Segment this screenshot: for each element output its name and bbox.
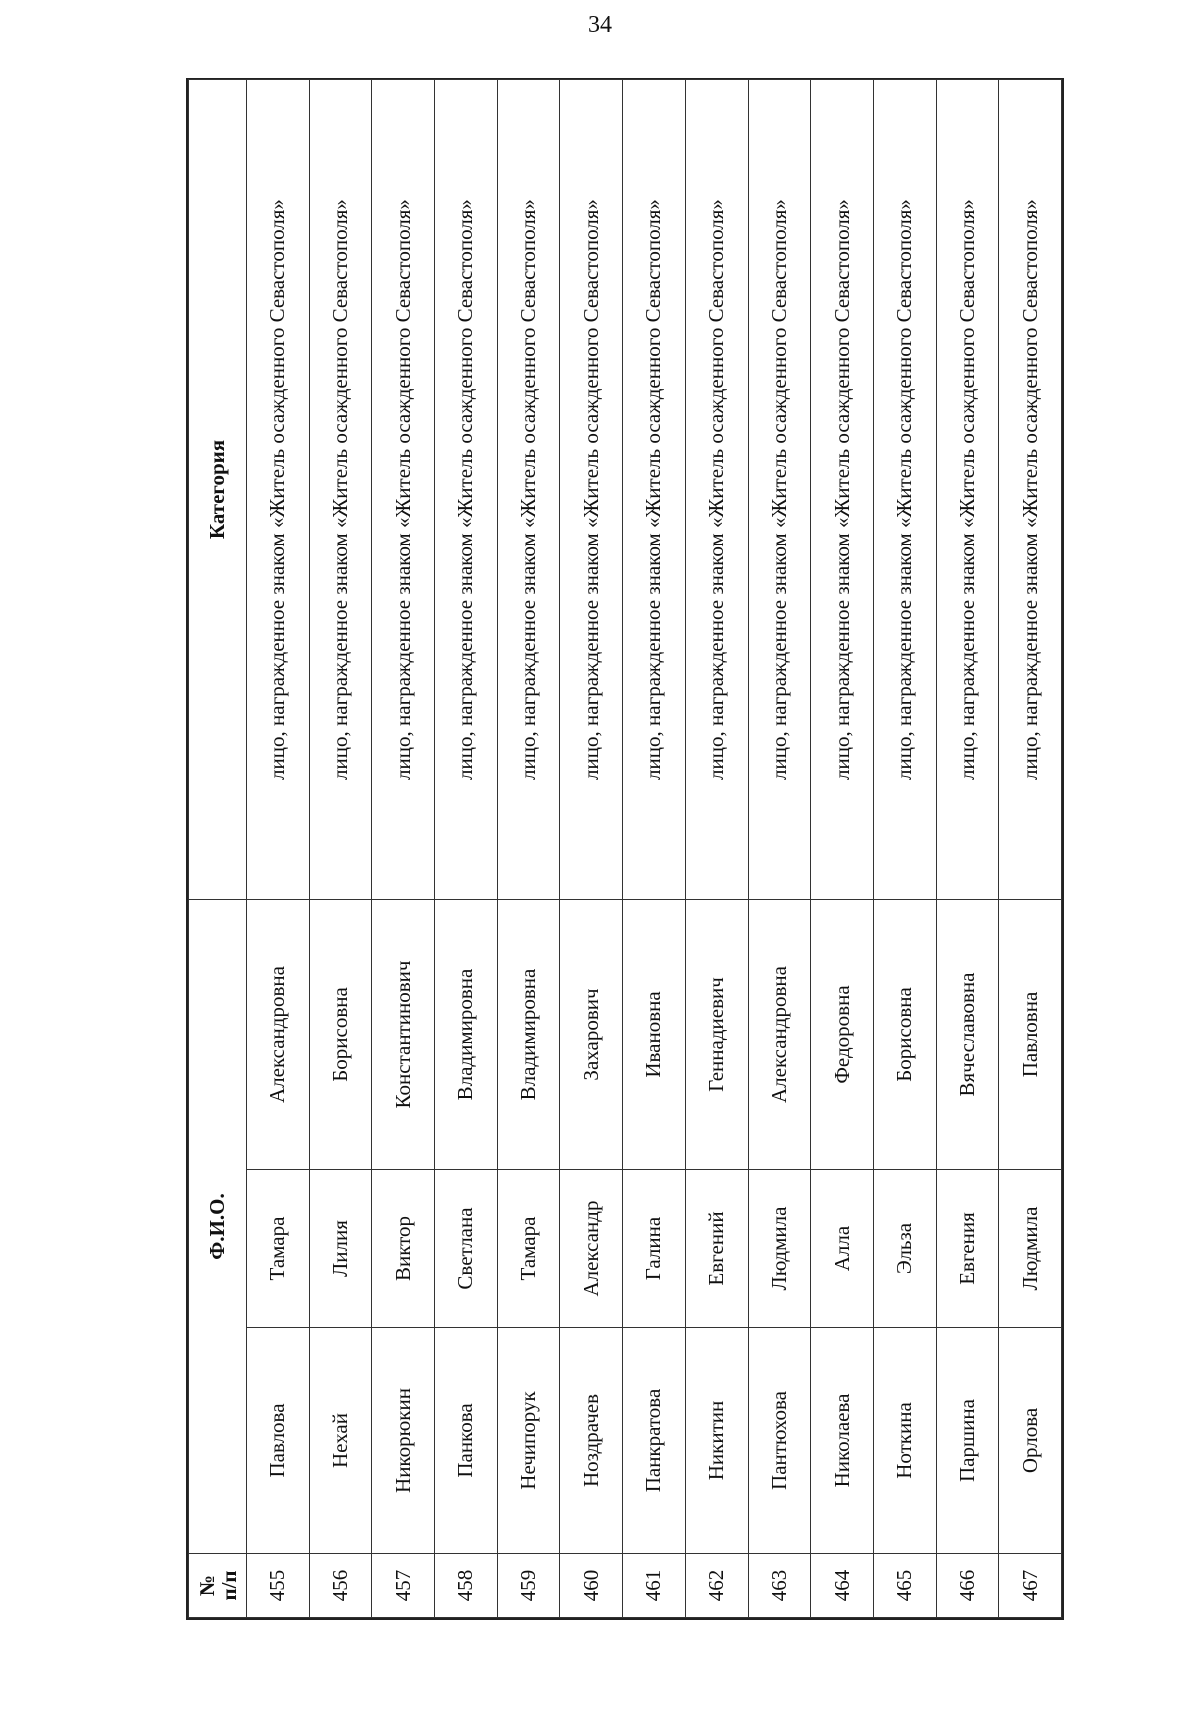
cell-last-name: Никорюкин xyxy=(372,1328,435,1554)
table-row xyxy=(497,80,560,1618)
cell-first-name: Александр xyxy=(560,1170,623,1328)
cell-last-name: Панкова xyxy=(435,1328,498,1554)
cell-last-name: Орлова xyxy=(999,1328,1062,1554)
cell-patronymic: Федоровна xyxy=(811,900,874,1170)
cell-last-name: Никитин xyxy=(685,1328,748,1554)
cell-category: лицо, награжденное знаком «Житель осажденного Севастополя» xyxy=(560,80,623,900)
cell-category: лицо, награжденное знаком «Житель осажденного Севастополя» xyxy=(873,80,936,900)
cell-first-name: Тамара xyxy=(497,1170,560,1328)
cell-last-name: Панкратова xyxy=(623,1328,686,1554)
cell-category: лицо, награжденное знаком «Житель осажденного Севастополя» xyxy=(685,80,748,900)
cell-first-name: Лилия xyxy=(309,1170,372,1328)
cell-last-name: Ноткина xyxy=(873,1328,936,1554)
cell-patronymic: Захарович xyxy=(560,900,623,1170)
cell-last-name: Ноздрачев xyxy=(560,1328,623,1554)
column-header-number-line1: № xyxy=(194,1574,219,1597)
cell-category: лицо, награжденное знаком «Житель осажденного Севастополя» xyxy=(811,80,874,900)
cell-number: 466 xyxy=(936,1554,999,1618)
column-header-fio: Ф.И.О. xyxy=(189,900,247,1554)
cell-last-name: Нечипорук xyxy=(497,1328,560,1554)
table-row xyxy=(435,80,498,1618)
cell-patronymic: Павловна xyxy=(999,900,1062,1170)
cell-category: лицо, награжденное знаком «Житель осажденного Севастополя» xyxy=(999,80,1062,900)
cell-patronymic: Владимировна xyxy=(497,900,560,1170)
table-body xyxy=(247,80,1062,1618)
cell-patronymic: Владимировна xyxy=(435,900,498,1170)
table-row xyxy=(247,80,310,1618)
cell-first-name: Светлана xyxy=(435,1170,498,1328)
cell-patronymic: Ивановна xyxy=(623,900,686,1170)
table-row xyxy=(811,80,874,1618)
cell-patronymic: Геннадиевич xyxy=(685,900,748,1170)
cell-patronymic: Константинович xyxy=(372,900,435,1170)
cell-category: лицо, награжденное знаком «Житель осажденного Севастополя» xyxy=(936,80,999,900)
cell-patronymic: Вячеславовна xyxy=(936,900,999,1170)
cell-number: 456 xyxy=(309,1554,372,1618)
table-row xyxy=(309,80,372,1618)
roster-table xyxy=(188,79,1062,1618)
cell-category: лицо, награжденное знаком «Житель осажденного Севастополя» xyxy=(435,80,498,900)
cell-number: 464 xyxy=(811,1554,874,1618)
table-row xyxy=(873,80,936,1618)
cell-last-name: Павлова xyxy=(247,1328,310,1554)
cell-category: лицо, награжденное знаком «Житель осажденного Севастополя» xyxy=(372,80,435,900)
table-row xyxy=(685,80,748,1618)
roster-table-rotated xyxy=(188,80,1062,1618)
table-row xyxy=(623,80,686,1618)
cell-last-name: Нехай xyxy=(309,1328,372,1554)
cell-last-name: Пантюхова xyxy=(748,1328,811,1554)
cell-first-name: Алла xyxy=(811,1170,874,1328)
cell-first-name: Евгений xyxy=(685,1170,748,1328)
cell-last-name: Паршина xyxy=(936,1328,999,1554)
roster-table-frame xyxy=(186,78,1064,1620)
cell-category: лицо, награжденное знаком «Житель осажденного Севастополя» xyxy=(247,80,310,900)
cell-category: лицо, награжденное знаком «Житель осажденного Севастополя» xyxy=(497,80,560,900)
table-header-row xyxy=(189,80,247,1618)
cell-number: 455 xyxy=(247,1554,310,1618)
cell-patronymic: Борисовна xyxy=(309,900,372,1170)
cell-first-name: Эльза xyxy=(873,1170,936,1328)
cell-first-name: Евгения xyxy=(936,1170,999,1328)
table-row xyxy=(748,80,811,1618)
cell-number: 461 xyxy=(623,1554,686,1618)
cell-number: 459 xyxy=(497,1554,560,1618)
column-header-number xyxy=(189,1554,247,1618)
cell-first-name: Людмила xyxy=(748,1170,811,1328)
table-row xyxy=(372,80,435,1618)
cell-category: лицо, награжденное знаком «Житель осажденного Севастополя» xyxy=(748,80,811,900)
cell-category: лицо, награжденное знаком «Житель осажденного Севастополя» xyxy=(623,80,686,900)
cell-last-name: Николаева xyxy=(811,1328,874,1554)
cell-number: 465 xyxy=(873,1554,936,1618)
column-header-category: Категория xyxy=(189,80,247,900)
page-number: 34 xyxy=(588,12,612,38)
cell-category: лицо, награжденное знаком «Житель осажденного Севастополя» xyxy=(309,80,372,900)
cell-first-name: Людмила xyxy=(999,1170,1062,1328)
table-row xyxy=(999,80,1062,1618)
cell-patronymic: Александровна xyxy=(748,900,811,1170)
table-row xyxy=(560,80,623,1618)
column-header-number-line2: п/п xyxy=(216,1570,241,1601)
cell-patronymic: Александровна xyxy=(247,900,310,1170)
cell-number: 462 xyxy=(685,1554,748,1618)
cell-number: 460 xyxy=(560,1554,623,1618)
cell-number: 463 xyxy=(748,1554,811,1618)
table-row xyxy=(936,80,999,1618)
cell-number: 457 xyxy=(372,1554,435,1618)
cell-number: 458 xyxy=(435,1554,498,1618)
cell-first-name: Галина xyxy=(623,1170,686,1328)
cell-number: 467 xyxy=(999,1554,1062,1618)
cell-patronymic: Борисовна xyxy=(873,900,936,1170)
cell-first-name: Виктор xyxy=(372,1170,435,1328)
cell-first-name: Тамара xyxy=(247,1170,310,1328)
